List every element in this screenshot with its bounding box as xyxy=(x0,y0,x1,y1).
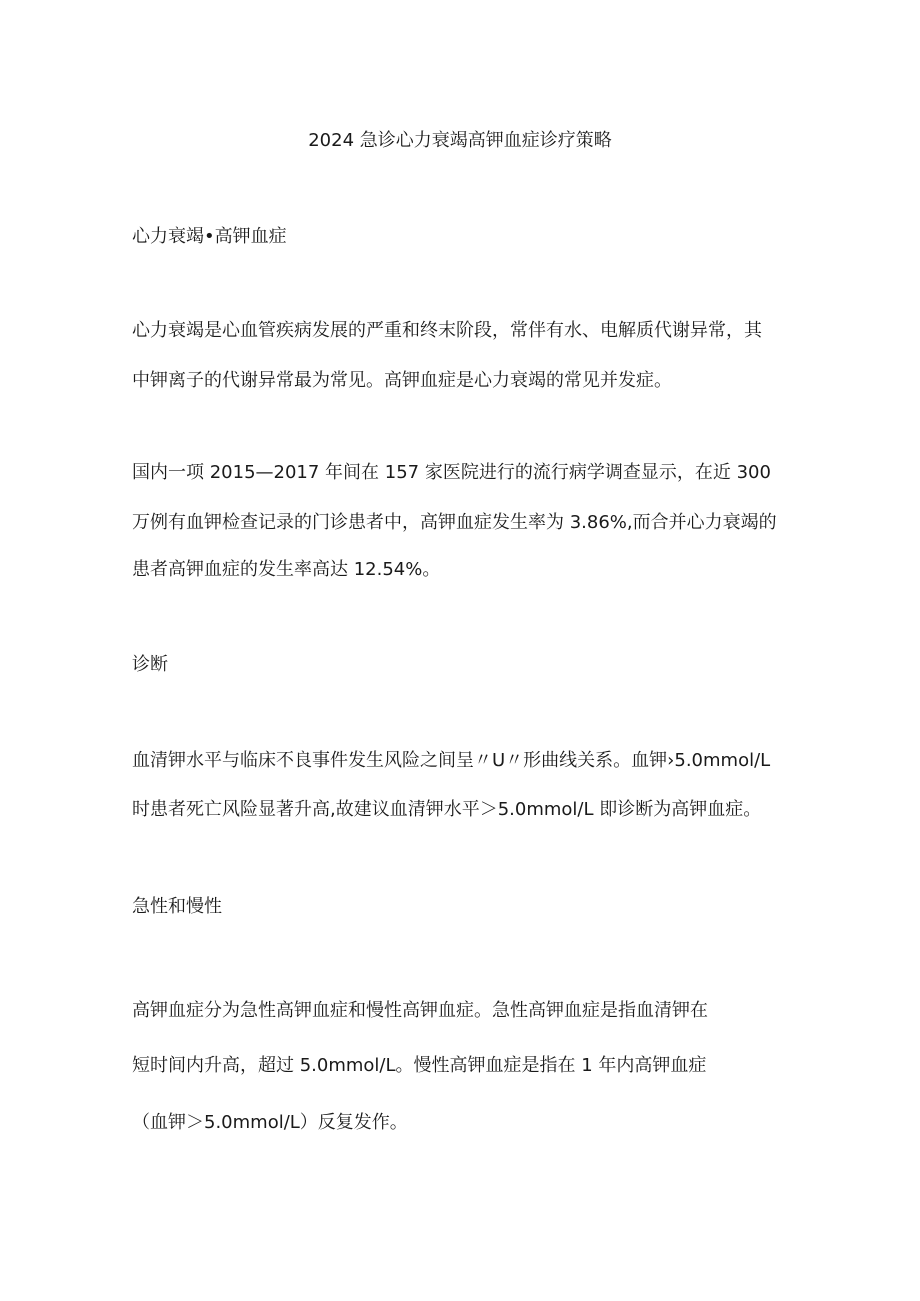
paragraph-line: 短时间内升高，超过 5.0mmol/L。慢性高钾血症是指在 1 年内高钾血症 xyxy=(132,1055,707,1076)
paragraph-line: 高钾血症分为急性高钾血症和慢性高钾血症。急性高钾血症是指血清钾在 xyxy=(132,1000,708,1021)
paragraph-line: 万例有血钾检查记录的门诊患者中，高钾血症发生率为 3.86%,而合并心力衰竭的 xyxy=(132,512,777,533)
paragraph-line: 国内一项 2015—2017 年间在 157 家医院进行的流行病学调查显示，在近 300 xyxy=(132,462,771,483)
section-heading-diagnosis: 诊断 xyxy=(132,654,168,675)
document-title: 2024 急诊心力衰竭高钾血症诊疗策略 xyxy=(308,130,612,151)
paragraph-line: 时患者死亡风险显著升高,故建议血清钾水平＞5.0mmol/L 即诊断为高钾血症。 xyxy=(132,799,762,820)
section-heading-heart-failure-hyperkalemia: 心力衰竭•高钾血症 xyxy=(132,226,287,247)
paragraph-line: （血钾＞5.0mmol/L）反复发作。 xyxy=(132,1112,408,1133)
paragraph-line: 中钾离子的代谢异常最为常见。高钾血症是心力衰竭的常见并发症。 xyxy=(132,370,672,391)
paragraph-line: 心力衰竭是心血管疾病发展的严重和终末阶段，常伴有水、电解质代谢异常，其 xyxy=(132,320,762,341)
paragraph-line: 血清钾水平与临床不良事件发生风险之间呈〃U〃形曲线关系。血钾›5.0mmol/L xyxy=(132,750,771,771)
paragraph-line: 患者高钾血症的发生率高达 12.54%。 xyxy=(132,559,441,580)
section-heading-acute-and-chronic: 急性和慢性 xyxy=(132,896,222,917)
